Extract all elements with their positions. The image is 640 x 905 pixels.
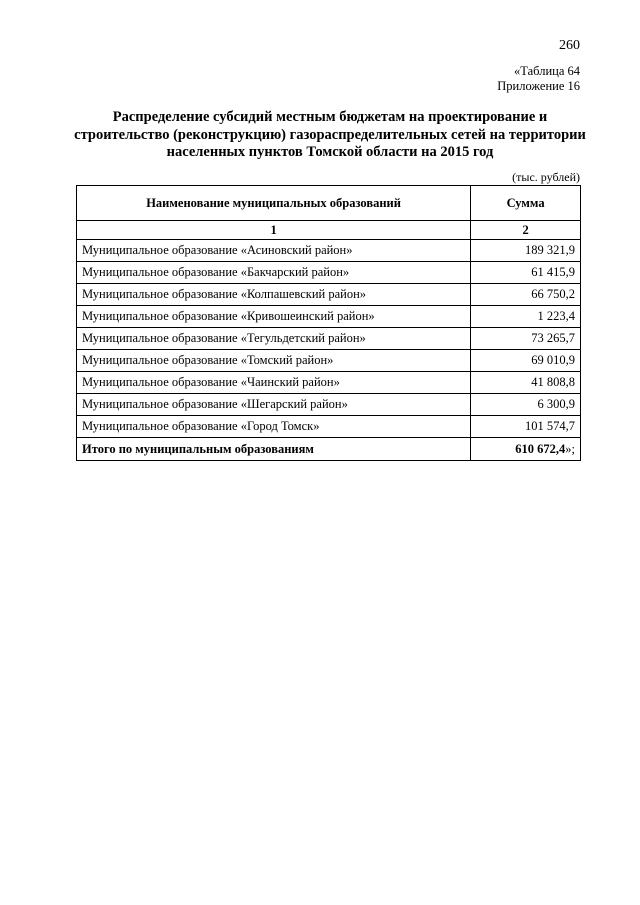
row-sum: 69 010,9 — [471, 350, 581, 372]
units-note: (тыс. рублей) — [512, 170, 580, 184]
row-name: Муниципальное образование «Шегарский район» — [77, 394, 471, 416]
row-name: Муниципальное образование «Тегульдетский район» — [77, 328, 471, 350]
page-number: 260 — [559, 38, 580, 53]
row-sum: 73 265,7 — [471, 328, 581, 350]
total-sum: 610 672,4 — [515, 441, 566, 456]
row-name: Муниципальное образование «Чаинский район» — [77, 372, 471, 394]
table-row — [77, 284, 581, 306]
row-sum: 101 574,7 — [471, 416, 581, 438]
title-line-3: населенных пунктов Томской области на 2015 год — [166, 144, 494, 160]
row-sum: 66 750,2 — [471, 284, 581, 306]
row-sum: 1 223,4 — [471, 306, 581, 328]
table-reference: «Таблица 64 — [514, 64, 580, 78]
total-sum-cell — [471, 438, 581, 461]
total-row — [77, 438, 581, 461]
total-closing-quote: »; — [565, 441, 575, 456]
table-row — [77, 262, 581, 284]
table-row — [77, 328, 581, 350]
row-sum: 189 321,9 — [471, 240, 581, 262]
annex-reference: Приложение 16 — [497, 79, 580, 93]
row-sum: 41 808,8 — [471, 372, 581, 394]
column-number-sum: 2 — [471, 221, 581, 240]
column-number-row — [77, 221, 581, 240]
header-sum: Сумма — [471, 186, 581, 221]
table-row — [77, 306, 581, 328]
document-title — [70, 109, 590, 162]
appendix-reference — [497, 64, 580, 94]
row-name: Муниципальное образование «Кривошеинский район» — [77, 306, 471, 328]
header-name: Наименование муниципальных образований — [77, 186, 471, 221]
title-line-2: строительство (реконструкцию) газораспределительных сетей на территории — [74, 126, 586, 143]
table-row — [77, 394, 581, 416]
row-name: Муниципальное образование «Город Томск» — [77, 416, 471, 438]
table-row — [77, 416, 581, 438]
row-name: Муниципальное образование «Колпашевский район» — [77, 284, 471, 306]
row-name: Муниципальное образование «Томский район» — [77, 350, 471, 372]
column-number-name: 1 — [77, 221, 471, 240]
subsidies-table — [76, 185, 581, 461]
row-name: Муниципальное образование «Бакчарский район» — [77, 262, 471, 284]
table-row — [77, 240, 581, 262]
row-sum: 6 300,9 — [471, 394, 581, 416]
title-line-1: Распределение субсидий местным бюджетам на проектирование и — [112, 109, 548, 125]
row-name: Муниципальное образование «Асиновский район» — [77, 240, 471, 262]
table-row — [77, 350, 581, 372]
table-row — [77, 372, 581, 394]
table-header-row — [77, 186, 581, 221]
row-sum: 61 415,9 — [471, 262, 581, 284]
total-name: Итого по муниципальным образованиям — [77, 438, 471, 461]
